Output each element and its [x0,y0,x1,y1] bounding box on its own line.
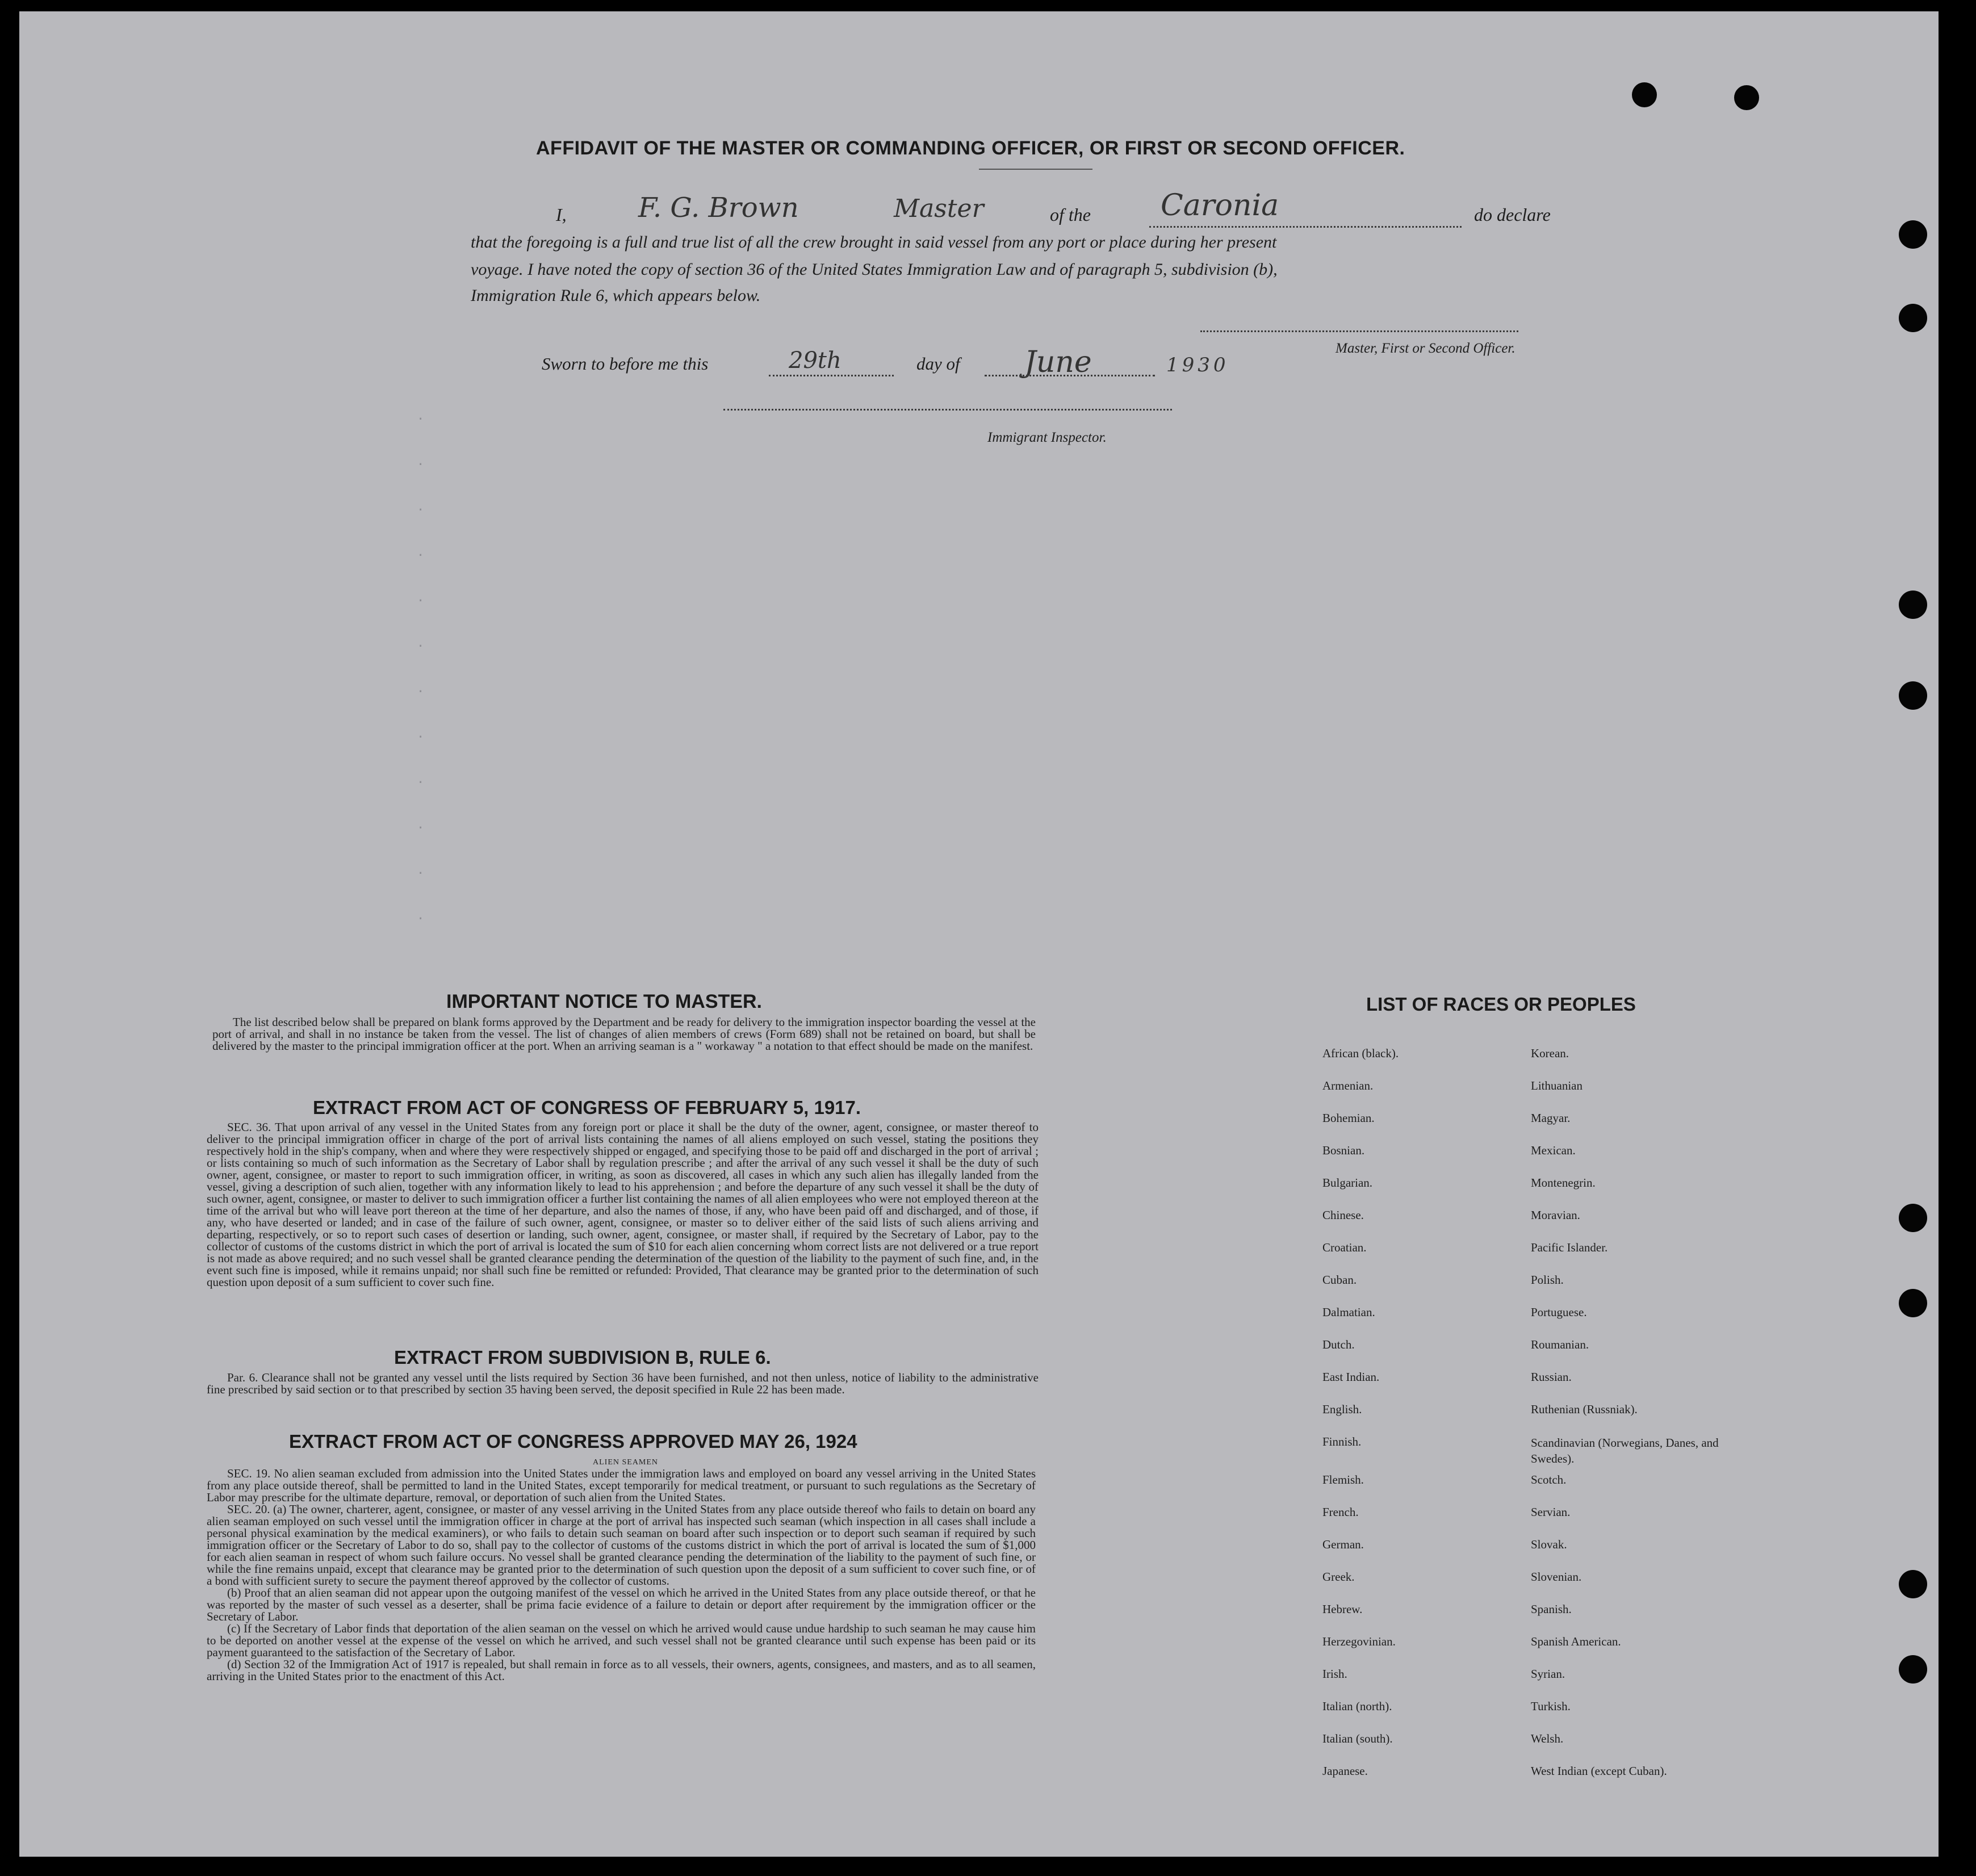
race-left: Italian (south). [1322,1732,1393,1745]
bleed-through-marks: . [417,591,425,605]
master-caption: Master, First or Second Officer. [1336,341,1516,356]
punch-hole [1899,304,1927,332]
notice-paragraph: The list described below shall be prepared on blank forms approved by the Department and be ready for delivery to the immigration inspector boarding the vessel at the port of arrival, and shall in no instance be taken from the vessel. The list of changes of alien members of crews (Form 689) shall not be retained on board, but shall be delivered by the master to the principal immigration officer at the port. When an arriving seaman is a " workaway " a notation to that effect should be made on the manifest. [212,1015,1036,1053]
affidavit-body-line: that the foregoing is a full and true list of all the crew brought in said vessel from any port or place during her present [471,233,1277,252]
bleed-through-marks: . [417,545,425,559]
signer-name: F. G. Brown [638,192,799,224]
notice-text [212,1016,1036,1052]
extract-1924-paragraph: SEC. 20. (a) The owner, charterer, agent, consignee, or master of any vessel arriving in the United States from any place outside thereof who fails to detain on board any alien seaman employed on such vessel until the immigration officer in charge at the port of arrival has inspected such seaman (which inspection in all cases shall include a personal physical examination by the medical examiners), or who fails to detain such seaman on board after such inspection or to deport such seaman if required by such immigration officer or the Secretary of Labor to do so, shall pay to the collector of customs of the customs district in which the port of arrival is located the sum of $1,000 for each alien seaman in respect of whom such failure occurs. No vessel shall be granted clearance pending the determination of the liability to the payment of such fine, or while the fine remains unpaid, except that clearance may be granted prior to the determination of such question upon the deposit of a sum sufficient to cover such fine, or of a bond with sufficient surety to secure the payment thereof approved by the collector of customs. [207,1502,1036,1588]
race-right: Turkish. [1531,1699,1571,1713]
race-left: African (black). [1322,1046,1399,1060]
bleed-through-marks: . [417,863,425,877]
punch-hole [1899,220,1927,249]
bleed-through-marks: . [417,681,425,696]
bleed-through-marks: . [417,772,425,786]
sworn-month-line [985,375,1155,376]
sworn-day: 29th [789,347,842,374]
race-right: Spanish American. [1531,1635,1621,1648]
race-right: Roumanian. [1531,1338,1589,1351]
race-left: Hebrew. [1322,1602,1363,1616]
bleed-through-marks: . [417,818,425,832]
vessel-line [1149,226,1462,228]
race-right: Scandinavian (Norwegians, Danes, and Swedes). [1531,1436,1719,1465]
race-left: Bohemian. [1322,1111,1375,1125]
extract-1924-title: EXTRACT FROM ACT OF CONGRESS APPROVED MAY 26, 1924 [289,1431,857,1452]
document-page [19,11,1939,1857]
race-right: Slovenian. [1531,1570,1582,1584]
race-left: German. [1322,1538,1364,1551]
sworn-year: 1930 [1166,354,1229,376]
race-right: Russian. [1531,1370,1572,1384]
bleed-through-marks: . [417,409,425,423]
rule-6-title: EXTRACT FROM SUBDIVISION B, RULE 6. [394,1347,771,1368]
race-right: Montenegrin. [1531,1176,1596,1190]
vessel-name: Caronia [1161,189,1279,223]
race-left: Greek. [1322,1570,1355,1584]
affidavit-body-line: Immigration Rule 6, which appears below. [471,286,761,305]
title-rule [979,169,1092,170]
race-right: Polish. [1531,1273,1564,1287]
punch-hole [1899,1289,1927,1317]
race-right: Spanish. [1531,1602,1572,1616]
race-right: Welsh. [1531,1732,1564,1745]
bleed-through-marks: . [417,908,425,923]
extract-1924-text [207,1468,1036,1682]
punch-hole [1899,1570,1927,1598]
master-signature-line [1200,330,1518,332]
affidavit-i: I, [556,204,567,225]
do-declare-label: do declare [1474,204,1551,225]
race-left: Armenian. [1322,1079,1374,1092]
inspector-caption: Immigrant Inspector. [987,430,1107,445]
rule-6-text [207,1372,1039,1396]
race-right: Pacific Islander. [1531,1241,1608,1254]
race-right: Magyar. [1531,1111,1571,1125]
extract-1924-paragraph: (b) Proof that an alien seaman did not appear upon the outgoing manifest of the vessel on which he arrived in the United States from any place outside thereof, or that he was reported by the master of such vessel as a deserter, shall be prima facie evidence of a failure to detain or deport after requirement by the immigration officer or the Secretary of Labor. [207,1586,1036,1623]
race-left: Bulgarian. [1322,1176,1373,1190]
affidavit-title: AFFIDAVIT OF THE MASTER OR COMMANDING OFFICER, OR FIRST OR SECOND OFFICER. [536,137,1405,159]
rule-6-paragraph: Par. 6. Clearance shall not be granted any vessel until the lists required by Section 36 have been furnished, and not then unless, notice of liability to the administrative fine prescribed by said section or to that prescribed by section 35 having been served, the deposit specified in Rule 22 has been made. [207,1371,1039,1396]
races-title: LIST OF RACES OR PEOPLES [1366,994,1636,1015]
extract-1924-paragraph: (c) If the Secretary of Labor finds that deportation of the alien seaman on the vessel on which he arrived would cause undue hardship to such seaman he may cause him to be deported on another vessel at the expense of the vessel on which he arrived, and such vessel shall not be granted clearance until such expense has been paid or its payment guaranteed to the satisfaction of the Secretary of Labor. [207,1622,1036,1659]
signer-rank: Master [894,194,984,223]
race-left: East Indian. [1322,1370,1380,1384]
punch-hole [1899,1655,1927,1684]
extract-1917-paragraph: SEC. 36. That upon arrival of any vessel in the United States from any foreign port or place it shall be the duty of the owner, agent, consignee, or master thereof to deliver to the principal immigration officer in charge of the port of arrival lists containing the names of all aliens employed on such vessel, stating the positions they respectively hold in the ship's company, when and where they were respectively shipped or engaged, and specifying those to be paid off and discharged in the port of arrival ; or lists containing so much of such information as the Secretary of Labor shall by regulation prescribe ; and after the arrival of any such vessel it shall be the duty of such owner, agent, consignee, or master to report to such immigration officer, in writing, as soon as discovered, all cases in which any such alien has illegally landed from the vessel, giving a description of such alien, together with any information likely to lead to his apprehension ; and before the departure of any such vessel it shall be the duty of such owner, agent, consignee, or master to deliver to such immigration officer a further list containing the names of all alien employees who were not employed thereon at the time of the arrival but who will leave port thereon at the time of her departure, and also the names of those, if any, who have been paid off and discharged, and of those, if any, who have deserted or landed; and in case of the failure of such owner, agent, consignee, or master so to deliver either of the said lists of such aliens arriving and departing, respectively, or so to report such cases of desertion or landing, such owner, agent, consignee, or master shall, if required by the Secretary of Labor, pay to the collector of customs of the customs district in which the port of arrival is located the sum of $10 for each alien concerning whom correct lists are not delivered or a true report is not made as above required; and no such vessel shall be granted clearance pending the determination of the question of the liability to the payment of such fine, and, in the event such fine is imposed, while it remains unpaid; nor shall such fine be remitted or refunded: Provided, That clearance may be granted prior to the determination of such question upon deposit of a sum sufficient to cover such fine. [207,1120,1039,1289]
race-right: West Indian (except Cuban). [1531,1764,1667,1778]
punch-hole [1632,82,1657,107]
bleed-through-marks: . [417,727,425,741]
race-left: Italian (north). [1322,1699,1392,1713]
punch-hole [1734,85,1759,110]
affidavit-body-line: voyage. I have noted the copy of section 36 of the United States Immigration Law and of paragraph 5, subdivision (b), [471,260,1278,279]
race-right: Lithuanian [1531,1079,1583,1092]
race-right: Slovak. [1531,1538,1567,1551]
race-left: Flemish. [1322,1473,1364,1486]
race-left: Chinese. [1322,1208,1364,1222]
race-left: Dutch. [1322,1338,1355,1351]
sworn-prefix: Sworn to before me this [542,354,709,374]
notice-title: IMPORTANT NOTICE TO MASTER. [446,991,762,1012]
race-right: Scotch. [1531,1473,1567,1486]
extract-1924-paragraph: (d) Section 32 of the Immigration Act of 1917 is repealed, but shall remain in force as to all vessels, their owners, agents, consignees, and masters, and as to all seamen, arriving in the United States prior to the enactment of this Act. [207,1657,1036,1683]
extract-1924-paragraph: SEC. 19. No alien seaman excluded from admission into the United States under the immigration laws and employed on board any vessel arriving in the United States from any place outside thereof, shall be permitted to land in the United States, except temporarily for medical treatment, or pursuant to such regulations as the Secretary of Labor may prescribe for the ultimate departure, removal, or deportation of such alien from the United States. [207,1467,1036,1504]
race-left: French. [1322,1505,1359,1519]
race-left: Herzegovinian. [1322,1635,1396,1648]
race-right: Korean. [1531,1046,1569,1060]
punch-hole [1899,591,1927,619]
race-left: English. [1322,1402,1362,1416]
race-left: Irish. [1322,1667,1347,1681]
race-right: Moravian. [1531,1208,1580,1222]
race-right: Syrian. [1531,1667,1565,1681]
race-left: Bosnian. [1322,1144,1365,1157]
race-right: Servian. [1531,1505,1571,1519]
bleed-through-marks: . [417,454,425,468]
race-right: Mexican. [1531,1144,1576,1157]
inspector-signature-line [723,409,1172,411]
extract-1924-subtitle: ALIEN SEAMEN [593,1458,659,1467]
day-of-label: day of [916,354,960,374]
bleed-through-marks: . [417,500,425,514]
race-right: Portuguese. [1531,1305,1587,1319]
race-left: Croatian. [1322,1241,1367,1254]
sworn-month: June [1024,345,1092,379]
bleed-through-marks: . [417,636,425,650]
race-right: Ruthenian (Russniak). [1531,1402,1638,1416]
punch-hole [1899,681,1927,710]
race-left: Dalmatian. [1322,1305,1375,1319]
extract-1917-text [207,1121,1039,1288]
race-left: Cuban. [1322,1273,1357,1287]
punch-hole [1899,1204,1927,1232]
sworn-day-line [769,375,894,376]
race-left: Finnish. [1322,1435,1362,1448]
race-left: Japanese. [1322,1764,1368,1778]
of-the-label: of the [1050,204,1091,225]
extract-1917-title: EXTRACT FROM ACT OF CONGRESS OF FEBRUARY 5, 1917. [313,1097,861,1118]
